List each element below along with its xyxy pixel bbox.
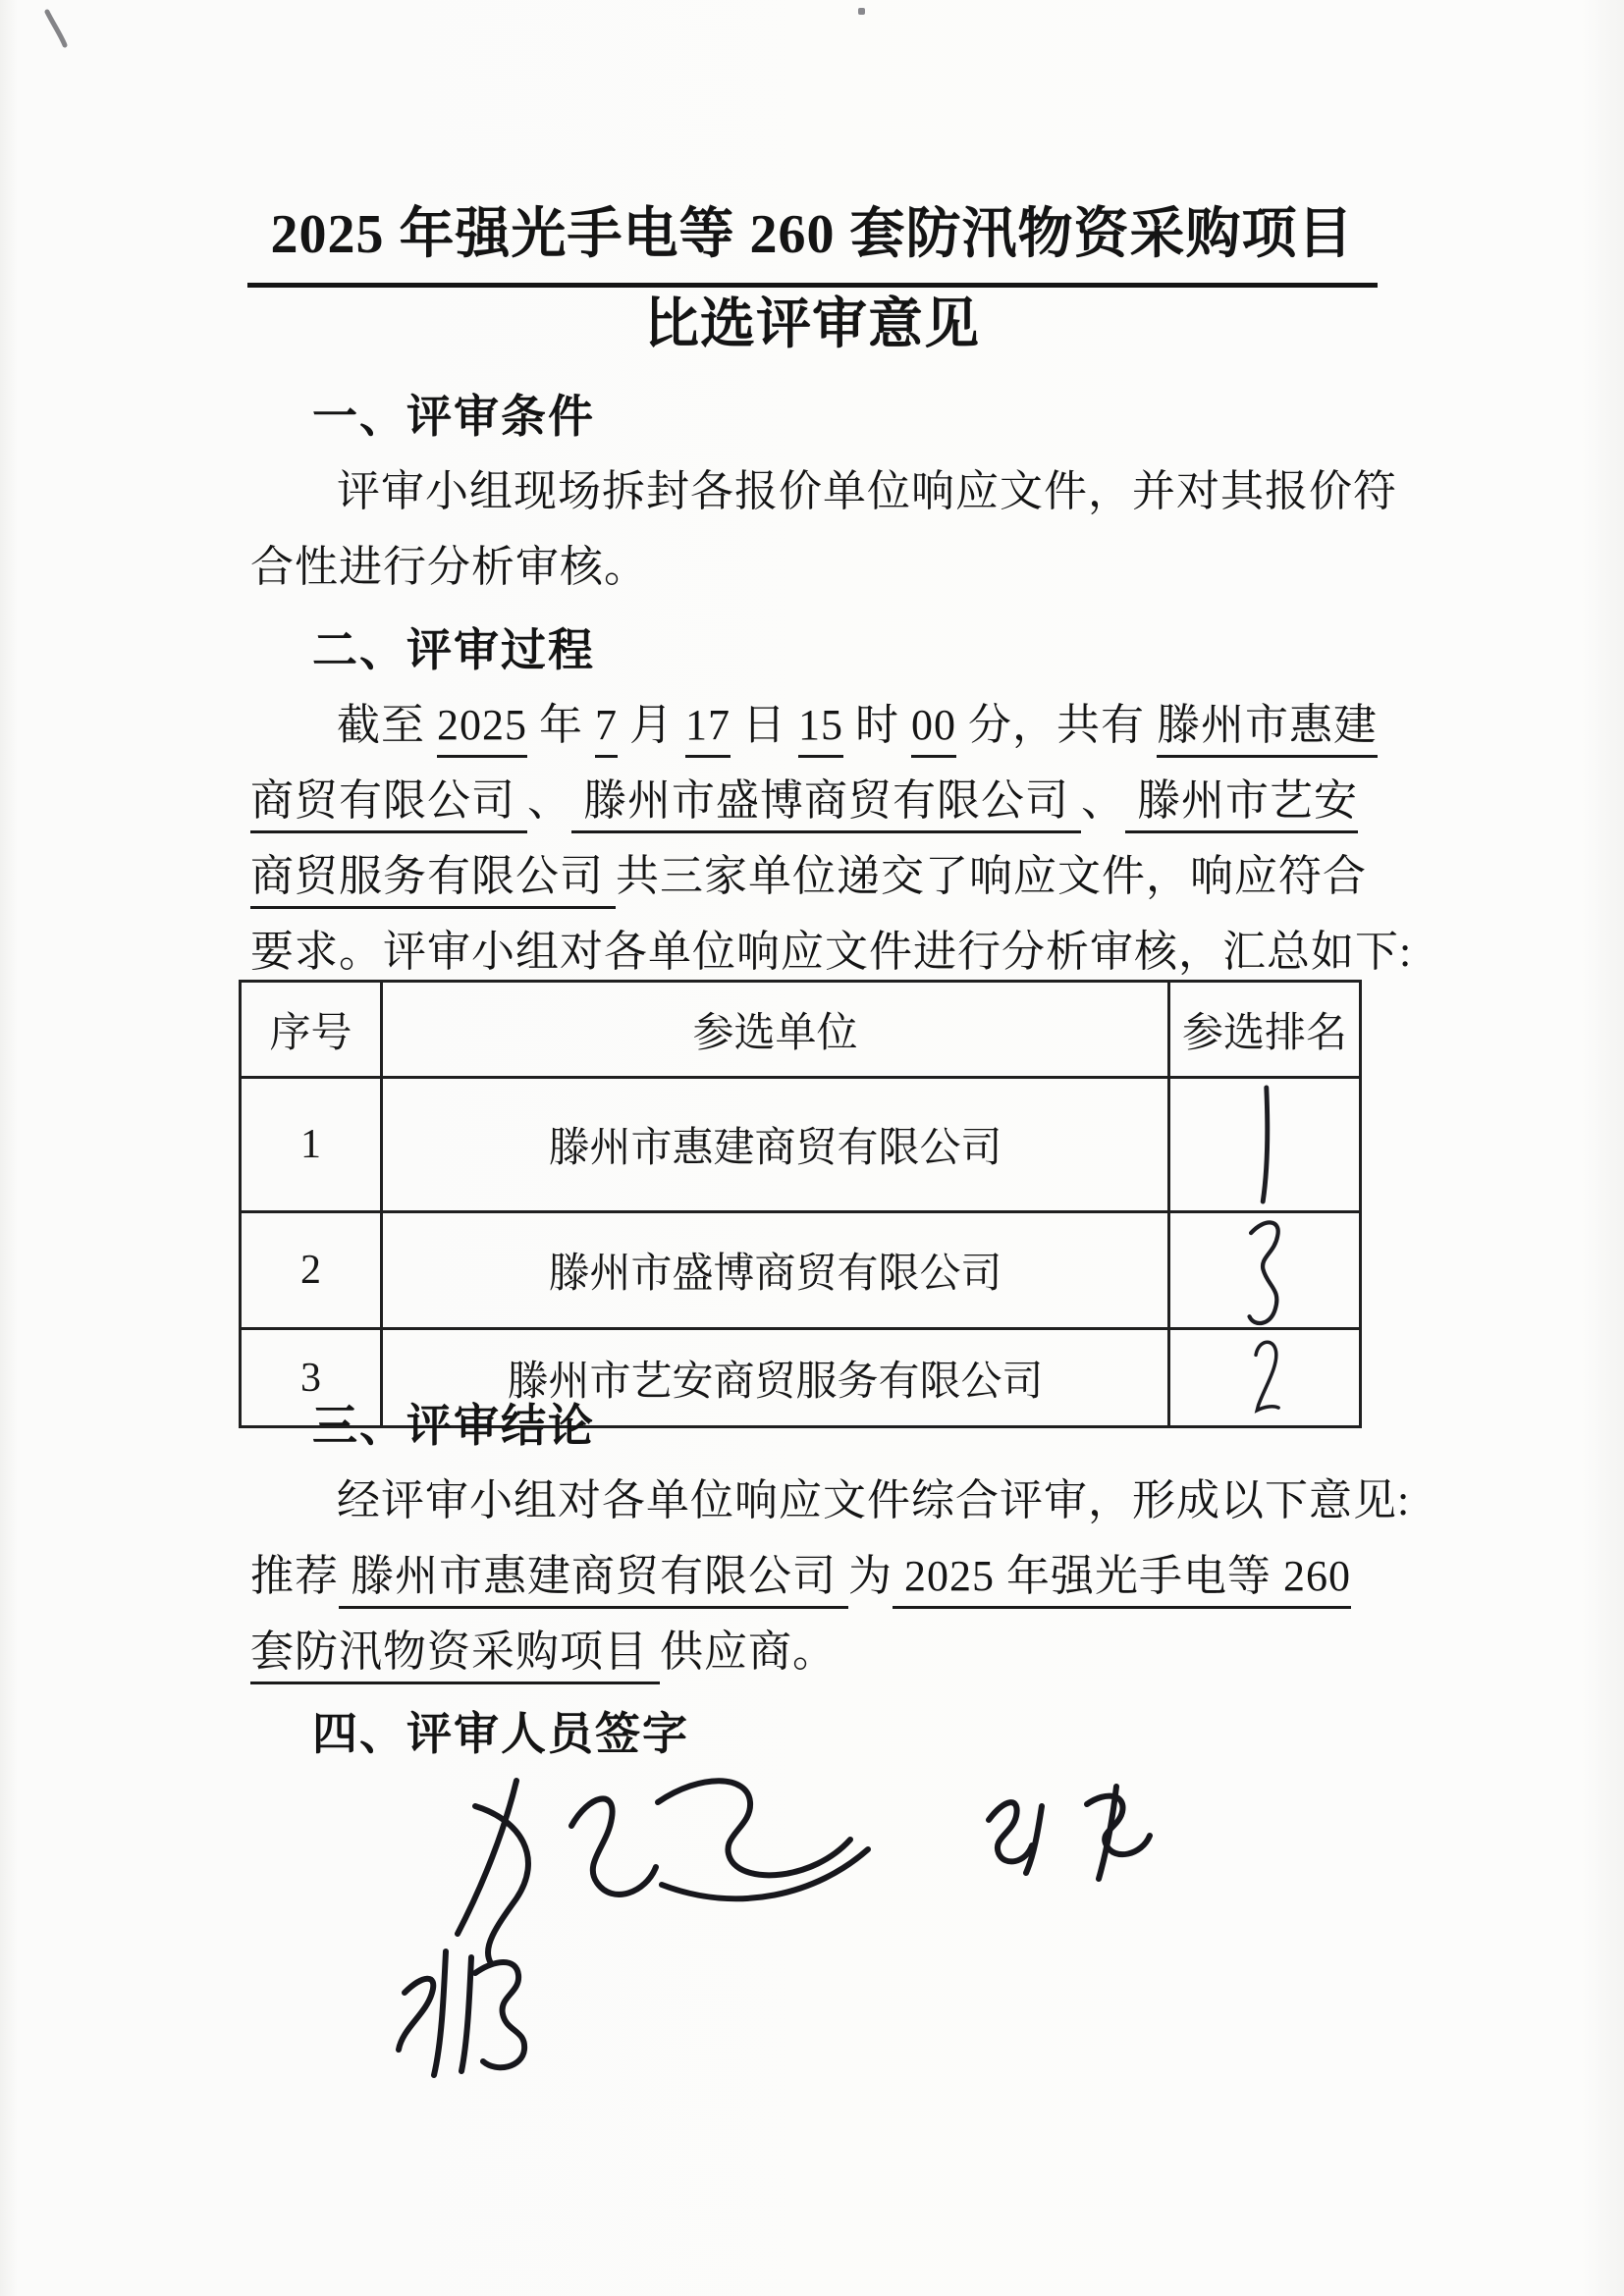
cell-company: 滕州市盛博商贸有限公司	[382, 1212, 1169, 1329]
table-header-row	[241, 982, 1361, 1078]
document-title-line-2: 比选评审意见	[644, 294, 980, 355]
paragraph-review-process	[250, 687, 1413, 989]
text-segment: 月	[618, 701, 685, 749]
scan-mark-top-left	[41, 8, 71, 49]
handwritten-signature-shao-wei	[967, 1779, 1168, 1887]
text-segment: 合性进行分析审核。	[250, 543, 648, 591]
cell-company: 滕州市艺安商贸服务有限公司	[382, 1329, 1169, 1427]
underlined-text: 商贸服务有限公司	[250, 852, 616, 909]
cell-index: 2	[241, 1212, 382, 1329]
text-line	[250, 914, 1413, 989]
text-segment: 日	[731, 701, 798, 749]
cell-rank-handwritten	[1169, 1329, 1361, 1427]
underlined-text: 17	[685, 701, 731, 758]
col-header-company: 参选单位	[382, 982, 1169, 1078]
participant-ranking-table	[239, 980, 1362, 1428]
underlined-text: 滕州市惠建商贸有限公司	[339, 1552, 848, 1609]
underlined-text: 00	[911, 701, 956, 758]
cell-index: 1	[241, 1078, 382, 1212]
section-heading-review-conditions: 一、评审条件	[312, 391, 595, 442]
table-row	[241, 1212, 1361, 1329]
text-segment: 供应商。	[660, 1628, 837, 1676]
col-header-ranking: 参选排名	[1169, 982, 1361, 1078]
cell-index: 3	[241, 1329, 382, 1427]
document-title-text: 2025 年强光手电等 260 套防汛物资采购项目	[247, 196, 1378, 288]
paragraph-review-conclusion	[250, 1463, 1411, 1689]
text-segment: 时	[843, 701, 911, 749]
text-segment: 为	[848, 1552, 893, 1600]
text-line	[250, 529, 1389, 605]
text-line	[250, 1463, 1411, 1538]
underlined-text: 2025 年强光手电等 260	[893, 1552, 1351, 1609]
underlined-text: 2025	[437, 701, 527, 758]
text-segment: 共三家单位递交了响应文件，响应符合	[616, 852, 1367, 900]
scan-dot-top-center	[858, 8, 865, 15]
text-segment: 评审小组现场拆封各报价单位响应文件，并对其报价符	[337, 467, 1397, 515]
cell-company: 滕州市惠建商贸有限公司	[382, 1078, 1169, 1212]
underlined-text: 套防汛物资采购项目	[250, 1628, 660, 1684]
text-line	[250, 1538, 1389, 1614]
text-segment: 年	[527, 701, 595, 749]
document-title-line-1	[0, 196, 1624, 288]
underlined-text: 滕州市惠建	[1157, 701, 1378, 758]
section-heading-review-process: 二、评审过程	[312, 624, 595, 675]
text-segment: 截至	[337, 701, 437, 749]
text-segment: 、	[527, 776, 571, 825]
cell-rank-handwritten	[1169, 1212, 1361, 1329]
underlined-text: 商贸有限公司	[250, 776, 527, 833]
text-segment: 分，共有	[956, 701, 1157, 749]
text-segment: 要求。评审小组对各单位响应文件进行分析审核，汇总如下:	[250, 928, 1413, 976]
handwritten-signature-liu-teng	[379, 1932, 546, 2087]
paragraph-review-conditions	[250, 454, 1397, 605]
text-line	[250, 454, 1397, 529]
text-line	[250, 1614, 1389, 1689]
section-heading-review-conclusion: 三、评审结论	[312, 1400, 595, 1451]
underlined-text: 滕州市艺安	[1125, 776, 1358, 833]
text-segment: 经评审小组对各单位响应文件综合评审，形成以下意见:	[337, 1476, 1411, 1524]
underlined-text: 15	[798, 701, 843, 758]
underlined-text: 7	[595, 701, 618, 758]
section-heading-reviewer-signatures: 四、评审人员签字	[312, 1708, 689, 1759]
table-row	[241, 1078, 1361, 1212]
text-segment: 推荐	[250, 1552, 339, 1600]
text-segment: 、	[1081, 776, 1125, 825]
text-line	[250, 763, 1389, 838]
cell-rank-handwritten	[1169, 1078, 1361, 1212]
text-line	[250, 838, 1389, 914]
text-line	[250, 687, 1389, 763]
col-header-index: 序号	[241, 982, 382, 1078]
underlined-text: 滕州市盛博商贸有限公司	[571, 776, 1081, 833]
